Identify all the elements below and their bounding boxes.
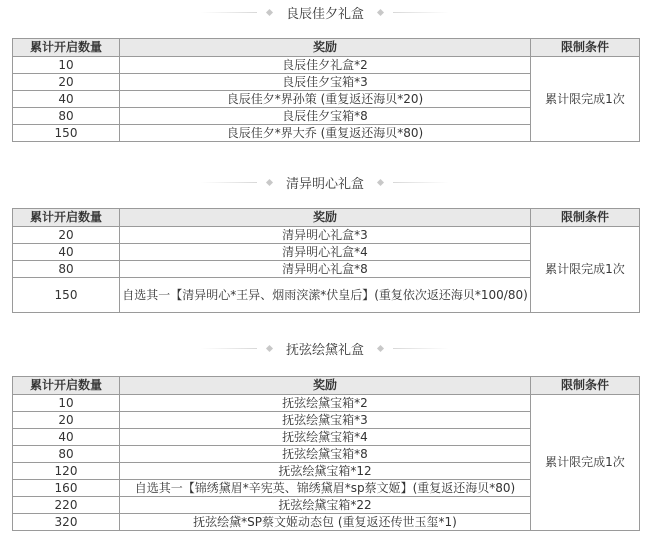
diamond-icon [377, 344, 384, 351]
title-divider-line [201, 12, 257, 13]
reward-table-1 [12, 38, 640, 142]
table-header-row [13, 39, 640, 57]
condition-cell: 累计限完成1次 [531, 227, 640, 313]
header-count: 累计开启数量 [13, 377, 120, 395]
reward-cell: 抚弦绘黛宝箱*12 [120, 463, 531, 480]
condition-cell: 累计限完成1次 [531, 57, 640, 142]
reward-cell: 良辰佳夕宝箱*3 [120, 74, 531, 91]
reward-cell: 清异明心礼盒*3 [120, 227, 531, 244]
count-cell: 40 [13, 244, 120, 261]
count-cell: 80 [13, 108, 120, 125]
header-reward: 奖励 [120, 39, 531, 57]
diamond-icon [266, 178, 273, 185]
reward-table-2 [12, 208, 640, 313]
count-cell: 150 [13, 278, 120, 313]
diamond-icon [266, 8, 273, 15]
count-cell: 80 [13, 446, 120, 463]
reward-cell: 良辰佳夕宝箱*8 [120, 108, 531, 125]
header-reward: 奖励 [120, 377, 531, 395]
reward-cell: 良辰佳夕*界大乔 (重复返还海贝*80) [120, 125, 531, 142]
count-cell: 80 [13, 261, 120, 278]
count-cell: 10 [13, 57, 120, 74]
header-count: 累计开启数量 [13, 39, 120, 57]
reward-table-3 [12, 376, 640, 531]
diamond-icon [377, 178, 384, 185]
count-cell: 320 [13, 514, 120, 531]
table-row [13, 395, 640, 412]
diamond-icon [266, 344, 273, 351]
title-divider-line [393, 12, 449, 13]
header-condition: 限制条件 [531, 209, 640, 227]
reward-cell: 清异明心礼盒*8 [120, 261, 531, 278]
reward-cell: 抚弦绘黛宝箱*4 [120, 429, 531, 446]
header-condition: 限制条件 [531, 39, 640, 57]
reward-cell: 抚弦绘黛宝箱*22 [120, 497, 531, 514]
reward-cell: 良辰佳夕礼盒*2 [120, 57, 531, 74]
table-header-row [13, 377, 640, 395]
reward-cell: 抚弦绘黛宝箱*2 [120, 395, 531, 412]
section-heading: 抚弦绘黛礼盒 [285, 342, 364, 358]
count-cell: 20 [13, 412, 120, 429]
title-divider-line [393, 182, 449, 183]
table-row [13, 57, 640, 74]
count-cell: 20 [13, 227, 120, 244]
header-condition: 限制条件 [531, 377, 640, 395]
table-row [13, 227, 640, 244]
count-cell: 20 [13, 74, 120, 91]
title-divider-line [393, 348, 449, 349]
reward-cell: 抚弦绘黛宝箱*3 [120, 412, 531, 429]
table-header-row [13, 209, 640, 227]
reward-cell: 清异明心礼盒*4 [120, 244, 531, 261]
section-title-2 [0, 172, 650, 192]
section-heading: 良辰佳夕礼盒 [285, 6, 364, 22]
reward-cell: 抚弦绘黛*SP蔡文姬动态包 (重复返还传世玉玺*1) [120, 514, 531, 531]
title-divider-line [201, 348, 257, 349]
title-divider-line [201, 182, 257, 183]
reward-cell: 抚弦绘黛宝箱*8 [120, 446, 531, 463]
count-cell: 40 [13, 429, 120, 446]
count-cell: 220 [13, 497, 120, 514]
section-title-3 [0, 338, 650, 358]
section-heading: 清异明心礼盒 [285, 176, 364, 192]
diamond-icon [377, 8, 384, 15]
section-title-1 [0, 2, 650, 22]
count-cell: 40 [13, 91, 120, 108]
reward-cell: 良辰佳夕*界孙策 (重复返还海贝*20) [120, 91, 531, 108]
count-cell: 10 [13, 395, 120, 412]
header-count: 累计开启数量 [13, 209, 120, 227]
header-reward: 奖励 [120, 209, 531, 227]
count-cell: 150 [13, 125, 120, 142]
count-cell: 160 [13, 480, 120, 497]
reward-cell: 自选其一【清异明心*王异、烟雨湥潆*伏皇后】(重复依次返还海贝*100/80) [120, 278, 531, 313]
condition-cell: 累计限完成1次 [531, 395, 640, 531]
count-cell: 120 [13, 463, 120, 480]
reward-cell: 自选其一【锦绣黛眉*辛宪英、锦绣黛眉*sp蔡文姬】(重复返还海贝*80) [120, 480, 531, 497]
